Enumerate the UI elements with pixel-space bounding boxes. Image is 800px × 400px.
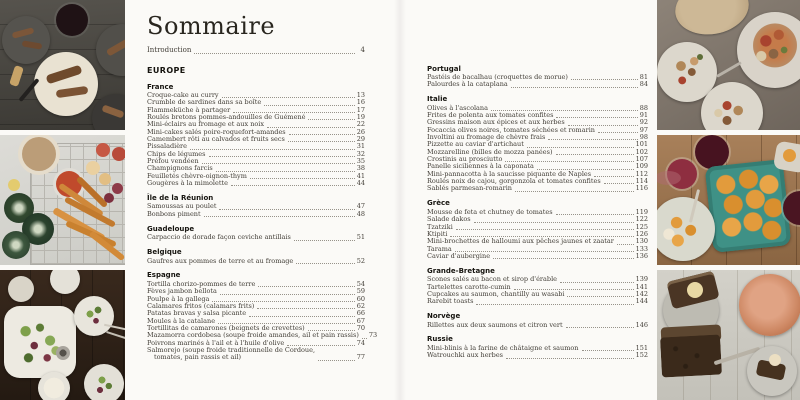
entry-label: Gougères à la mimolette <box>147 179 228 188</box>
salad-plate <box>4 306 76 378</box>
entry-label: Mazamorra cordobesa (soupe froide amandes, ail et pain rassis) <box>147 331 359 340</box>
tomato-bite <box>96 143 110 157</box>
entry-page-number: 109 <box>635 162 648 171</box>
croquette <box>783 149 796 162</box>
entry-page-number: 67 <box>356 316 365 325</box>
entry-label: Involtini au fromage de chèvre frais <box>427 133 546 142</box>
entry-page-number: 19 <box>356 113 365 122</box>
dotted-leader <box>560 282 634 283</box>
entry-label: Palourdes à la cataplana <box>427 80 508 89</box>
entry-label: Mini-brochettes de halloumi aux pêches jaunes et zaatar <box>427 237 614 246</box>
entry-page-number: 114 <box>635 177 648 186</box>
entry-page-number: 151 <box>635 343 648 352</box>
entry-page-number: 13 <box>356 91 365 99</box>
entry-page-number: 26 <box>356 127 365 136</box>
entry-page-number: 60 <box>356 294 365 303</box>
photo-vegetable-chips-rack <box>0 135 125 265</box>
toc-entry[interactable] <box>427 224 648 231</box>
entry-label: Fèves jambon bellota <box>147 287 217 296</box>
toc-entry[interactable] <box>427 81 648 88</box>
entry-page-number: 102 <box>635 147 648 156</box>
cream-bowl <box>38 372 70 400</box>
dotted-leader <box>582 350 634 351</box>
entry-label: Scones salés au bacon et sirop d'érable <box>427 275 557 284</box>
salad-bowl <box>84 364 124 400</box>
entry-label-wrap <box>427 352 503 359</box>
entry-label: Caviar d'aubergine <box>427 251 491 260</box>
country-heading: Belgique <box>147 248 182 256</box>
section-entries <box>427 105 648 193</box>
entry-label: Gaufres aux pommes de terre et au fromage <box>147 256 294 265</box>
entry-label-wrap <box>427 185 512 192</box>
entry-page-number: 88 <box>639 103 648 112</box>
left-sections-list <box>147 82 378 362</box>
potato-chip <box>99 173 111 185</box>
dotted-leader <box>515 191 634 192</box>
country-heading: Italie <box>427 95 448 104</box>
toc-entry[interactable] <box>147 211 365 218</box>
dip-glass <box>22 137 56 171</box>
salad-bowl <box>74 296 114 336</box>
dotted-leader <box>548 139 637 140</box>
entry-label: Rillettes aux deux saumons et citron vert <box>427 320 563 329</box>
country-heading: France <box>147 82 174 91</box>
section-entries <box>427 345 648 360</box>
entry-page-number: 31 <box>356 142 365 151</box>
entry-label-line2: tomates, pain rassis et ail) <box>154 353 242 362</box>
entry-label-wrap <box>147 258 293 265</box>
dotted-leader <box>264 105 355 106</box>
entry-label: Roulés bretons pommes-andouilles de Guémené <box>147 113 306 122</box>
entry-page-number: 29 <box>356 135 365 144</box>
toc-section <box>427 267 648 306</box>
toc-section <box>427 65 648 89</box>
toc-entry[interactable] <box>427 253 648 260</box>
entry-page-number: 122 <box>635 215 648 224</box>
entry-page-number: 32 <box>356 149 365 158</box>
entry-label: Olives à l'ascolana <box>427 103 488 112</box>
dotted-leader <box>288 141 355 142</box>
entry-label: Flammeküche à partager <box>147 105 231 114</box>
entry-label: Poivrons marinés à l'ail et à l'huile d'olive <box>147 338 285 347</box>
toc-entry-introduction[interactable] <box>147 46 365 55</box>
entry-label: Préfou vendéen <box>147 157 199 166</box>
toc-entry[interactable] <box>147 234 365 241</box>
toc-entry[interactable] <box>427 298 648 305</box>
entry-page-number: 139 <box>635 275 648 284</box>
seafood-bowl <box>737 12 800 88</box>
country-heading: Espagne <box>147 271 181 280</box>
entry-label-wrap <box>427 298 473 305</box>
entry-label: Introduction <box>147 46 192 54</box>
section-entries <box>147 279 378 362</box>
dotted-leader <box>219 209 354 210</box>
entry-page-number: 141 <box>635 282 648 291</box>
entry-label: Watrouchki aux herbes <box>427 351 503 360</box>
entry-page-number: 54 <box>356 279 365 288</box>
toc-section <box>147 225 365 242</box>
entry-label: Mini-pannacotta à la saucisse piquante de Naples <box>427 169 592 178</box>
entry-label: Pastéis de bacalhau (croquettes de morue) <box>427 73 568 81</box>
potato-chip <box>86 161 100 175</box>
dotted-leader <box>220 294 355 295</box>
toc-entry[interactable] <box>427 185 648 192</box>
toc-section <box>427 95 648 193</box>
country-heading: Grande-Bretagne <box>427 266 495 275</box>
cream-dollop <box>769 354 781 366</box>
entry-label: Mini-éclairs au fromage et aux noix <box>147 120 265 129</box>
entry-page-number: 126 <box>635 229 648 238</box>
page-gutter <box>394 0 406 400</box>
entry-label: Carpaccio de dorade façon ceviche antillais <box>147 233 291 242</box>
entry-page-number: 146 <box>635 320 648 329</box>
entry-page-number: 98 <box>639 133 648 142</box>
toc-entry[interactable] <box>147 347 365 362</box>
croquette-balls <box>711 166 784 246</box>
entry-label-wrap <box>147 180 228 187</box>
dotted-leader <box>318 360 355 361</box>
entry-page-number: 35 <box>356 157 365 166</box>
dotted-leader <box>250 178 355 179</box>
entry-label-wrap <box>147 234 291 241</box>
entry-page-number: 17 <box>356 105 365 114</box>
entry-page-number: 130 <box>635 237 648 246</box>
page-title: Sommaire <box>147 12 276 40</box>
photo-croquettes-teal-platter <box>657 135 800 265</box>
toc-entry[interactable] <box>147 258 365 265</box>
entry-label: Crumble de sardines dans sa boîte <box>147 98 262 107</box>
dip-bowl <box>739 274 800 336</box>
dotted-leader <box>209 156 355 157</box>
entry-page-number: 91 <box>639 111 648 120</box>
croquette-plate <box>657 197 715 261</box>
dotted-leader <box>566 327 634 328</box>
dotted-leader <box>289 134 355 135</box>
country-heading: Grèce <box>427 199 450 208</box>
spoon <box>716 61 742 78</box>
beet-chip <box>112 183 123 194</box>
red-wine-glass <box>695 135 729 169</box>
entry-label: Mousse de feta et chutney de tomates <box>427 207 553 216</box>
entry-label: Croque-cake au curry <box>147 91 219 99</box>
toc-section <box>427 335 648 359</box>
toc-entry[interactable] <box>427 352 648 359</box>
entry-label: Tartelettes carotte-cumin <box>427 282 511 291</box>
entry-page-number: 41 <box>356 171 365 180</box>
entry-page-number: 47 <box>356 202 365 211</box>
entry-label: Sablés parmesan-romarin <box>427 184 512 193</box>
dotted-leader <box>456 229 634 230</box>
section-entries <box>147 203 365 218</box>
entry-label: Samoussas au poulet <box>147 202 217 211</box>
entry-label: Calamares fritos (calamars frits) <box>147 301 255 310</box>
dotted-leader <box>294 240 355 241</box>
entry-label: Bonbons piment <box>147 209 201 218</box>
entry-page-number: 74 <box>356 338 365 347</box>
entry-label: Roulés noix de cajou, gorgonzola et tomates confites <box>427 177 601 186</box>
green-bottle <box>2 231 30 259</box>
country-heading: Guadeloupe <box>147 224 195 233</box>
country-heading: Norvège <box>427 312 461 321</box>
toc-section <box>427 312 648 329</box>
entry-label: Chips de légumes <box>147 149 206 158</box>
entry-label: Tarama <box>427 244 452 253</box>
dotted-leader <box>506 358 634 359</box>
right-sections-list <box>427 65 648 360</box>
entry-label: Tortillitas de camarones (beignets de crevettes) <box>147 323 305 332</box>
entry-page-number: 152 <box>635 351 648 360</box>
dotted-leader <box>257 308 354 309</box>
entry-page-number: 77 <box>356 353 365 362</box>
dotted-leader <box>493 258 634 259</box>
entry-page-number: 44 <box>356 179 365 188</box>
dotted-leader <box>617 244 634 245</box>
rye-loaf <box>660 334 722 377</box>
dotted-leader <box>231 185 355 186</box>
toc-left-page <box>147 12 378 362</box>
dotted-leader <box>249 316 355 317</box>
entry-label: Camembert rôti au calvados et fruits secs <box>147 135 285 144</box>
entry-page-number: 52 <box>356 256 365 265</box>
entry-page-number: 144 <box>635 297 648 306</box>
entry-label: Tzatziki <box>427 222 453 231</box>
entry-page-number: 59 <box>356 287 365 296</box>
entry-page-number: 136 <box>635 251 648 260</box>
wine-cork <box>9 65 24 87</box>
entry-label: Tortilla chorizo-pommes de terre <box>147 279 256 288</box>
dotted-leader <box>194 53 355 54</box>
entry-label: Champignons farcis <box>147 164 213 173</box>
entry-label-wrap <box>427 253 490 260</box>
entry-page-number: 97 <box>639 125 648 134</box>
entry-label-wrap <box>427 238 614 245</box>
entry-page-number: 119 <box>635 207 648 216</box>
entry-label: Patatas bravas y salsa picante <box>147 309 247 318</box>
wine-glass <box>56 4 88 36</box>
entry-label: Gressins maison aux épices et aux herbes <box>427 118 565 127</box>
photo-rye-bread-and-dip <box>657 270 800 400</box>
tomato-bite <box>112 147 125 161</box>
section-entries <box>427 322 648 329</box>
dotted-leader <box>476 304 633 305</box>
small-cup <box>8 276 34 302</box>
butter-pat <box>687 282 703 298</box>
entry-page-number: 101 <box>635 140 648 149</box>
dotted-leader <box>204 216 355 217</box>
section-entries <box>427 74 648 89</box>
entry-page-number: 73 <box>368 331 378 340</box>
lemon-wedge <box>8 179 20 191</box>
entry-page-number: 22 <box>356 120 365 129</box>
toc-right-page <box>427 58 648 360</box>
entry-page-number: 4 <box>360 46 365 54</box>
country-heading: Île de la Réunion <box>147 193 214 202</box>
photo-appetizer-rolls-dark-wood <box>0 0 125 130</box>
section-entries <box>147 92 365 187</box>
entry-page-number: 66 <box>356 309 365 318</box>
entry-label: Frites de polenta aux tomates confites <box>427 111 554 120</box>
entry-label: Ktipiti <box>427 229 448 238</box>
dotted-leader <box>604 183 634 184</box>
entry-label: Pizzette au caviar d'artichaut <box>427 140 524 149</box>
dotted-leader <box>308 119 354 120</box>
entry-label: Feuilletés chèvre-oignon-thym <box>147 171 247 180</box>
entry-label-wrap <box>427 81 508 88</box>
toc-section <box>147 194 365 218</box>
toc-entry[interactable] <box>147 180 365 187</box>
dotted-leader <box>202 163 355 164</box>
entry-page-number: 38 <box>356 164 365 173</box>
photo-clam-dishes-stone <box>657 0 800 130</box>
entry-page-number: 84 <box>639 80 648 89</box>
entry-page-number: 70 <box>356 323 365 332</box>
dotted-leader <box>511 87 638 88</box>
photo-salad-bowls-dark-wood <box>0 270 125 400</box>
country-heading: Portugal <box>427 64 461 73</box>
dotted-leader <box>258 286 354 287</box>
skewer <box>106 331 125 339</box>
dotted-leader <box>598 132 638 133</box>
entry-label: Mini-cakes salés poire-roquefort-amandes <box>147 127 286 136</box>
entry-page-number: 92 <box>639 118 648 127</box>
dotted-leader <box>567 296 633 297</box>
entry-label: Salmorejo (soupe froide traditionnelle de Cordoue, <box>147 345 316 354</box>
toc-section <box>147 83 365 188</box>
entry-label: Mini-blinis à la farine de châtaigne et saumon <box>427 343 579 352</box>
entry-page-number: 62 <box>356 301 365 310</box>
entry-page-number: 107 <box>635 155 648 164</box>
entry-page-number: 51 <box>356 233 365 242</box>
entry-label: Crostinis au prosciutto <box>427 155 503 164</box>
entry-label: Rarebit toasts <box>427 297 474 306</box>
entry-page-number: 16 <box>356 98 365 107</box>
entry-page-number: 125 <box>635 222 648 231</box>
entry-label-wrap <box>427 322 563 329</box>
section-entries <box>427 276 648 305</box>
section-entries <box>427 209 648 260</box>
entry-label: Salade dakos <box>427 215 471 224</box>
toc-section <box>147 271 378 362</box>
dotted-leader <box>296 263 354 264</box>
plate <box>34 52 98 116</box>
entry-label-wrap <box>147 347 315 362</box>
entry-label: Mozzarelline (billes de mozza panées) <box>427 147 553 156</box>
toc-entry[interactable] <box>427 322 648 329</box>
entry-label: Pissaladière <box>147 142 187 151</box>
toc-entry[interactable] <box>427 238 648 245</box>
section-entries <box>147 234 365 241</box>
entry-page-number: 112 <box>635 169 648 178</box>
entry-label: Panelle siciliennes à la caponata <box>427 162 534 171</box>
beet-chip <box>104 193 114 203</box>
herb-sprig <box>697 54 703 60</box>
section-entries <box>147 258 365 265</box>
entry-label: Cupcakes au saumon, chantilly au wasabi <box>427 289 565 298</box>
country-heading: Russie <box>427 335 453 344</box>
entry-label: Moules à la catalane <box>147 316 216 325</box>
toc-section <box>427 199 648 260</box>
dotted-leader <box>474 222 634 223</box>
dotted-leader <box>556 154 634 155</box>
entry-page-number: 81 <box>639 73 648 81</box>
entry-page-number: 142 <box>635 289 648 298</box>
toc-entry[interactable] <box>427 216 648 223</box>
toc-section <box>147 248 365 265</box>
entry-page-number: 133 <box>635 244 648 253</box>
entry-label: Focaccia olives noires, tomates séchées et romarin <box>427 125 595 134</box>
dotted-leader <box>571 79 638 80</box>
small-bowl <box>50 270 80 294</box>
entry-page-number: 48 <box>356 209 365 218</box>
dotted-leader <box>556 117 637 118</box>
continent-heading: EUROPE <box>147 66 186 75</box>
dotted-leader <box>556 214 634 215</box>
entry-label: Poulpe à la gallega <box>147 294 210 303</box>
condiment-jar <box>56 346 70 360</box>
entry-label-wrap <box>147 211 201 218</box>
dotted-leader <box>190 149 355 150</box>
entry-page-number: 116 <box>635 184 648 193</box>
clam-plate <box>701 82 763 130</box>
